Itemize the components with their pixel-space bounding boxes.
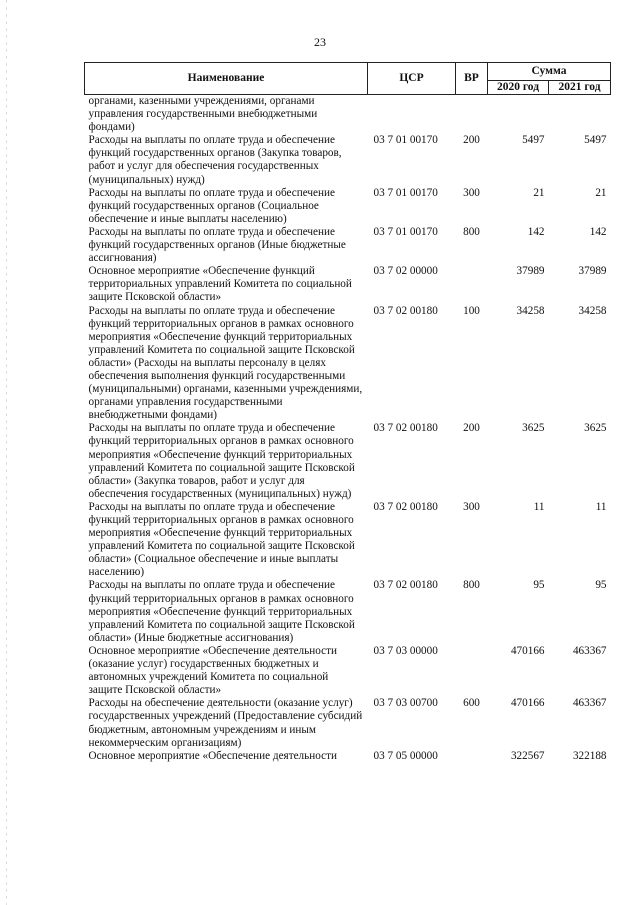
row-vr-code: 200 [463,422,480,435]
table-row [85,187,611,226]
header-vr: ВР [456,63,488,95]
row-sum-2020: 34258 [516,304,545,317]
scan-edge [6,0,7,905]
header-year-2020: 2020 год [488,81,549,95]
table-row [85,750,611,763]
table-row [85,422,611,501]
row-sum-2021: 142 [589,225,607,238]
row-sum-2020: 95 [533,579,545,592]
row-name: Расходы на выплаты по оплате труда и обеспечение функций территориальных органов в рамках основного мероприятия «Обеспечение функций территориальных управлений Комитета по социальной защите Псковской области» (Закупка товаров, работ и услуг для обеспечения государственных (муниципальных) нужд) [88,422,355,500]
row-sum-2021 [549,95,611,135]
row-csr-code: 03 7 01 00170 [373,134,438,147]
row-csr-code: 03 7 01 00170 [373,225,438,238]
row-vr-code: 300 [463,500,480,513]
row-name: Расходы на выплаты по оплате труда и обеспечение функций государственных органов (Социальное обеспечение и иные выплаты населению) [88,186,335,225]
row-vr-code: 100 [463,304,480,317]
table-row [85,501,611,580]
row-sum-2021: 37989 [578,265,607,278]
row-name: Расходы на выплаты по оплате труда и обеспечение функций территориальных органов в рамках основного мероприятия «Обеспечение функций территориальных управлений Комитета по социальной защите Псковской области» (Расходы на выплаты персоналу в целях обеспечения выполнения функций государственными (муниципальными) органами, казенными учреждениями, органами управления государственными внебюджетными фондами) [88,304,363,422]
row-sum-2020: 470166 [510,644,545,657]
header-name: Наименование [85,63,368,95]
row-sum-2020: 21 [533,186,545,199]
table-body [85,95,611,763]
row-sum-2020: 470166 [510,697,545,710]
row-vr-code [456,750,488,763]
row-csr-code: 03 7 02 00180 [373,304,438,317]
row-vr-code: 800 [463,579,480,592]
row-vr-code [456,265,488,304]
table-row [85,95,611,135]
row-csr-code: 03 7 05 00000 [373,749,438,762]
table-row [85,697,611,749]
header-csr: ЦСР [368,63,456,95]
row-sum-2021: 11 [595,500,607,513]
row-sum-2021: 34258 [578,304,607,317]
row-csr-code: 03 7 02 00000 [373,265,438,278]
table-row [85,305,611,423]
table-row [85,579,611,644]
row-vr-code [456,95,488,135]
row-sum-2021: 322188 [572,749,607,762]
row-csr-code: 03 7 03 00700 [373,697,438,710]
row-name: Основное мероприятие «Обеспечение функций территориальных управлений Комитета по социальной защите Псковской области» [88,265,352,304]
row-name: Расходы на выплаты по оплате труда и обеспечение функций территориальных органов в рамках основного мероприятия «Обеспечение функций территориальных управлений Комитета по социальной защите Псковской области» (Социальное обеспечение и иные выплаты населению) [88,500,355,579]
row-vr-code: 600 [463,697,480,710]
row-name: Расходы на выплаты по оплате труда и обеспечение функций государственных органов (Закупка товаров, работ и услуг для обеспечения государственных (муниципальных) нужд) [88,134,342,186]
row-sum-2020: 11 [533,500,545,513]
row-csr-code: 03 7 02 00180 [373,500,438,513]
row-sum-2020: 37989 [516,265,545,278]
row-sum-2021: 21 [595,186,607,199]
table-row [85,265,611,304]
row-sum-2021: 463367 [572,697,607,710]
page-number: 23 [314,35,326,49]
row-sum-2020: 5497 [522,134,545,147]
row-sum-2020: 3625 [522,422,545,435]
table-row [85,226,611,265]
row-vr-code [456,645,488,697]
row-vr-code: 800 [463,225,480,238]
header-sum: Сумма [488,63,611,81]
table-header [85,63,611,95]
row-vr-code: 200 [463,134,480,147]
row-sum-2020: 142 [527,225,545,238]
row-sum-2020: 322567 [510,749,545,762]
table-row [85,134,611,186]
row-name: Расходы на выплаты по оплате труда и обеспечение функций территориальных органов в рамках основного мероприятия «Обеспечение функций территориальных управлений Комитета по социальной защите Псковской области» (Иные бюджетные ассигнования) [88,579,355,644]
row-name: Основное мероприятие «Обеспечение деятельности [88,749,337,762]
header-year-2021: 2021 год [549,81,611,95]
row-name: органами, казенными учреждениями, органами управления государственными внебюджетными фондами) [88,95,318,134]
table-row [85,645,611,697]
row-csr-code [368,95,456,135]
row-name: Основное мероприятие «Обеспечение деятельности (оказание услуг) государственных бюджетных и автономных учреждений Комитета по социальной защите Псковской области» [88,644,337,697]
row-sum-2021: 5497 [584,134,607,147]
row-sum-2021: 95 [595,579,607,592]
row-name: Расходы на обеспечение деятельности (оказание услуг) государственных учреждений (Предоставление субсидий бюджетным, автономным учреждениям и иным некоммерческим организациям) [88,697,363,749]
row-sum-2021: 463367 [572,644,607,657]
row-vr-code: 300 [463,186,480,199]
row-csr-code: 03 7 02 00180 [373,579,438,592]
row-csr-code: 03 7 01 00170 [373,186,438,199]
row-csr-code: 03 7 03 00000 [373,644,438,657]
row-sum-2020 [488,95,549,135]
row-sum-2021: 3625 [584,422,607,435]
budget-table [84,62,611,763]
row-name: Расходы на выплаты по оплате труда и обеспечение функций государственных органов (Иные бюджетные ассигнования) [88,225,346,265]
row-csr-code: 03 7 02 00180 [373,422,438,435]
